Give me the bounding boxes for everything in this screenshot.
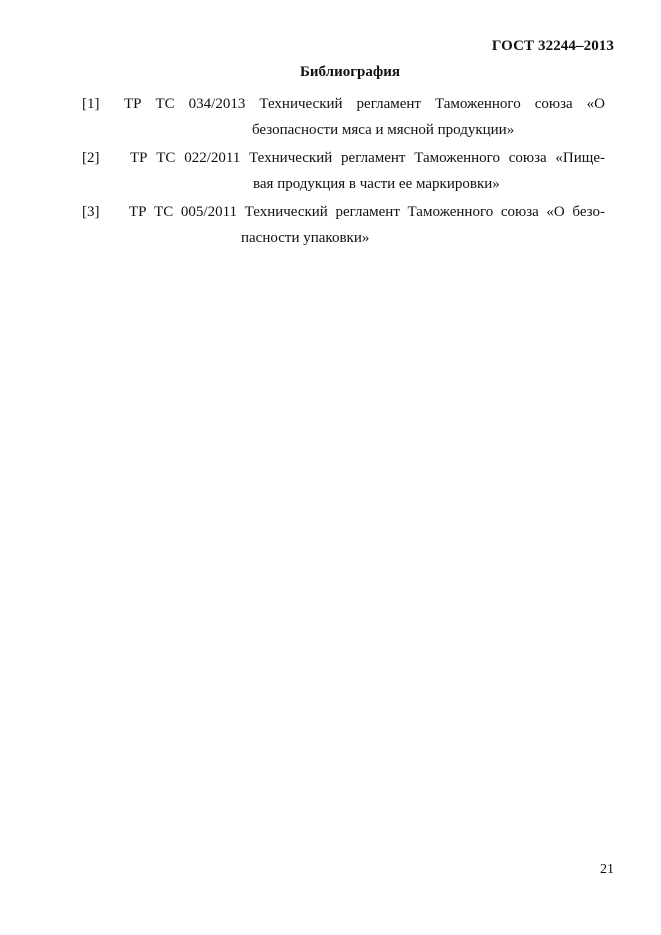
- bibliography-entry: [82, 150, 605, 194]
- bibliography-text-line: ТР ТС 034/2013 Технический регламент Таможенного союза «О: [124, 96, 605, 112]
- bibliography-entry: [82, 204, 605, 248]
- section-title: Библиография: [299, 64, 401, 80]
- bibliography-text-line: ТР ТС 022/2011 Технический регламент Таможенного союза «Пище-: [130, 150, 605, 166]
- bibliography-number: [2]: [82, 150, 100, 166]
- bibliography-number: [3]: [82, 204, 100, 220]
- bibliography-entry: [82, 96, 605, 140]
- bibliography-text-line: ТР ТС 005/2011 Технический регламент Таможенного союза «О безо-: [129, 204, 605, 220]
- document-code: ГОСТ 32244–2013: [491, 38, 614, 54]
- page-number: 21: [600, 862, 614, 877]
- bibliography-text-line: пасности упаковки»: [241, 230, 370, 246]
- bibliography-number: [1]: [82, 96, 100, 112]
- bibliography-text-line: вая продукция в части ее маркировки»: [253, 176, 500, 192]
- bibliography-text-line: безопасности мяса и мясной продукции»: [252, 122, 515, 138]
